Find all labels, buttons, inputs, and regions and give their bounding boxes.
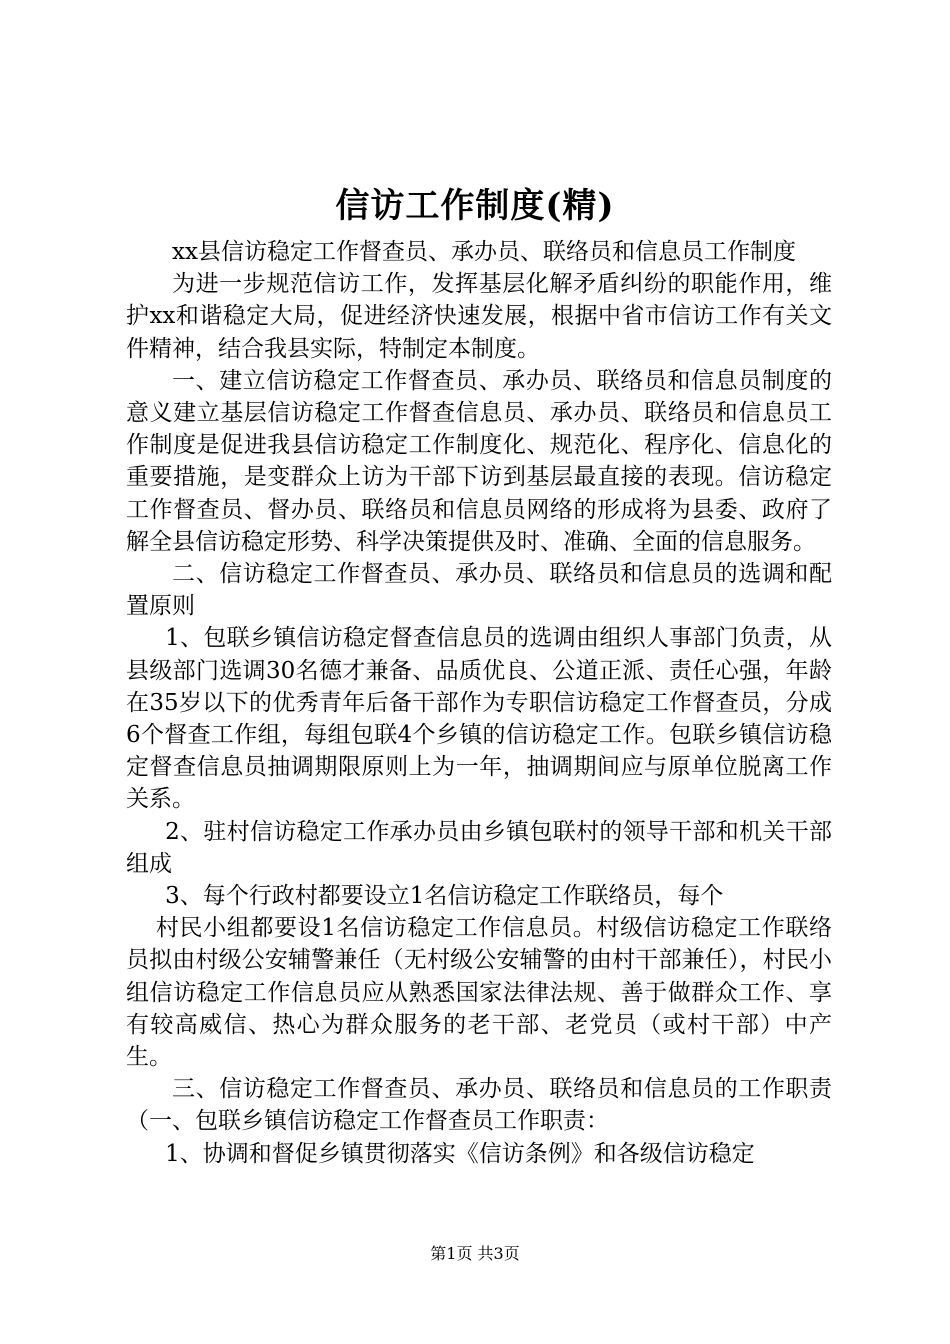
paragraph-item-3-continued: 村民小组都要设1名信访稳定工作信息员。村级信访稳定工作联络员拟由村级公安辅警兼任（无村级公安辅警的由村干部兼任），村民小组信访稳定工作信息员应从熟悉国家法律法规、善于做群众工作、享有较高威信、热心为群众服务的老干部、老党员（或村干部）中产生。 xyxy=(126,915,832,1071)
paragraph-duty-1: 1、协调和督促乡镇贯彻落实《信访条例》和各级信访稳定 xyxy=(165,1140,755,1167)
paragraph-item-3: 3、每个行政村都要设立1名信访稳定工作联络员，每个 xyxy=(165,883,724,910)
paragraph-intro: 为进一步规范信访工作，发挥基层化解矛盾纠纷的职能作用，维护xx和谐稳定大局，促进经济快速发展，根据中省市信访工作有关文件精神，结合我县实际，特制定本制度。 xyxy=(126,271,832,362)
paragraph-subtitle: xx县信访稳定工作督查员、承办员、联络员和信息员工作制度 xyxy=(172,239,796,265)
paragraph-section-1: 一、建立信访稳定工作督查员、承办员、联络员和信息员制度的意义建立基层信访稳定工作督查信息员、承办员、联络员和信息员工作制度是促进我县信访稳定工作制度化、规范化、程序化、信息化的重要措施，是变群众上访为干部下访到基层最直接的表现。信访稳定工作督查员、督办员、联络员和信息员网络的形成将为县委、政府了解全县信访稳定形势、科学决策提供及时、准确、全面的信息服务。 xyxy=(126,367,832,555)
document-title: 信访工作制度(精) xyxy=(335,186,615,226)
paragraph-section-2: 二、信访稳定工作督查员、承办员、联络员和信息员的选调和配置原则 xyxy=(126,561,832,620)
paragraph-item-1: 1、包联乡镇信访稳定督查信息员的选调由组织人事部门负责，从县级部门选调30名德才兼备、品质优良、公道正派、责任心强，年龄在35岁以下的优秀青年后备干部作为专职信访稳定工作督查员，分成6个督查工作组，每组包联4个乡镇的信访稳定工作。包联乡镇信访稳定督查信息员抽调期限原则上为一年，抽调期间应与原单位脱离工作关系。 xyxy=(126,625,832,813)
paragraph-item-2: 2、驻村信访稳定工作承办员由乡镇包联村的领导干部和机关干部组成 xyxy=(126,818,832,877)
paragraph-section-3: 三、信访稳定工作督查员、承办员、联络员和信息员的工作职责（一、包联乡镇信访稳定工作督查员工作职责： xyxy=(126,1076,832,1135)
document-body xyxy=(126,236,832,1170)
page-footer: 第1页 共3页 xyxy=(430,1244,520,1263)
